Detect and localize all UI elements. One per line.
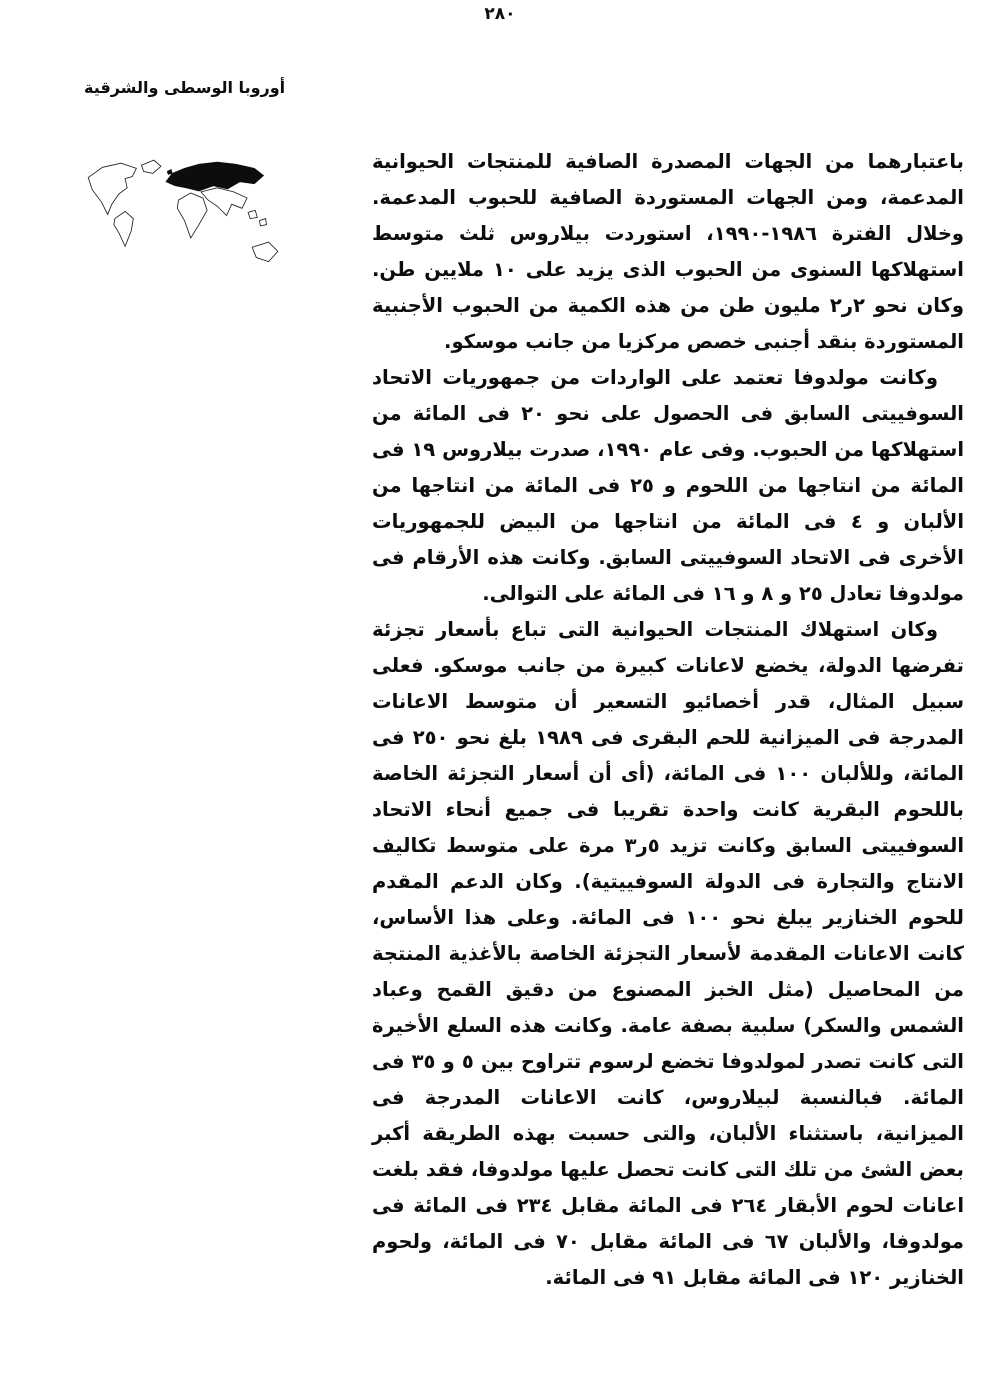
paragraph-3: وكان استهلاك المنتجات الحيوانية التى تباع بأسعار تجزئة تفرضها الدولة، يخضع لاعانات كبيرة من جانب موسكو. فعلى سبيل المثال، قدر أخصائيو التسعير أن متوسط الاعانات المدرجة فى الميزانية للحم البقرى فى ١٩٨٩ بلغ نحو ٢٥٠ فى المائة، وللألبان ١٠٠ فى المائة، (أى أن أسعار التجزئة الخاصة باللحوم البقرية كانت واحدة تقريبا فى جميع أنحاء الاتحاد السوفييتى السابق وكانت تزيد ٥ر٣ مرة على متوسط تكاليف الانتاج والتجارة فى الدولة السوفييتية). وكان الدعم المقدم للحوم الخنازير يبلغ نحو ١٠٠ فى المائة. وعلى هذا الأساس، كانت الاعانات المقدمة لأسعار التجزئة الخاصة بالأغذية المنتجة من المحاصيل (مثل الخبز المصنوع من دقيق القمح وعباد الشمس والسكر) سلبية بصفة عامة. وكانت هذه السلع الأخيرة التى كانت تصدر لمولدوفا تخضع لرسوم تتراوح بين ٥ و ٣٥ فى المائة. فبالنسبة لبيلاروس، كانت الاعانات المدرجة فى الميزانية، باستثناء الألبان، والتى حسبت بهذه الطريقة أكبر بعض الشئ من تلك التى كانت تحصل عليها مولدوفا، فقد بلغت اعانات لحوم الأبقار ٢٦٤ فى المائة مقابل ٢٣٤ فى المائة فى مولدوفا، والألبان ٦٧ فى المائة مقابل ٧٠ فى المائة، ولحوم الخنازير ١٢٠ فى المائة مقابل ٩١ فى المائة. [372, 618, 965, 1289]
body-text [372, 144, 964, 1296]
page-number: ٢٨٠ [484, 4, 516, 24]
paragraph-1: باعتبارهما من الجهات المصدرة الصافية للمنتجات الحيوانية المدعمة، ومن الجهات المستوردة الصافية للحبوب المدعمة. وخلال الفترة ١٩٨٦-١٩٩٠، استوردت بيلاروس ثلث متوسط استهلاكها السنوى من الحبوب الذى يزيد على ١٠ ملايين طن. وكان نحو ٢ر٢ مليون طن من هذه الكمية من الحبوب الأجنبية المستوردة بنقد أجنبى خصص مركزيا من جانب موسكو. [372, 150, 965, 353]
paragraph-2: وكانت مولدوفا تعتمد على الواردات من جمهوريات الاتحاد السوفييتى السابق فى الحصول على نحو ٢٠ فى المائة من استهلاكها من الحبوب. وفى عام ١٩٩٠، صدرت بيلاروس ١٩ فى المائة من انتاجها من اللحوم و ٢٥ فى المائة من انتاجها من الألبان و ٤ فى المائة من انتاجها من البيض للجمهوريات الأخرى فى الاتحاد السوفييتى السابق. وكانت هذه الأرقام فى مولدوفا تعادل ٢٥ و ٨ و ١٦ فى المائة على التوالى. [372, 366, 965, 605]
world-map-icon [80, 146, 285, 286]
world-map-svg [80, 146, 285, 286]
highlight-region-central-eastern-europe [166, 162, 263, 191]
section-heading: أوروبا الوسطى والشرقية [84, 78, 286, 97]
